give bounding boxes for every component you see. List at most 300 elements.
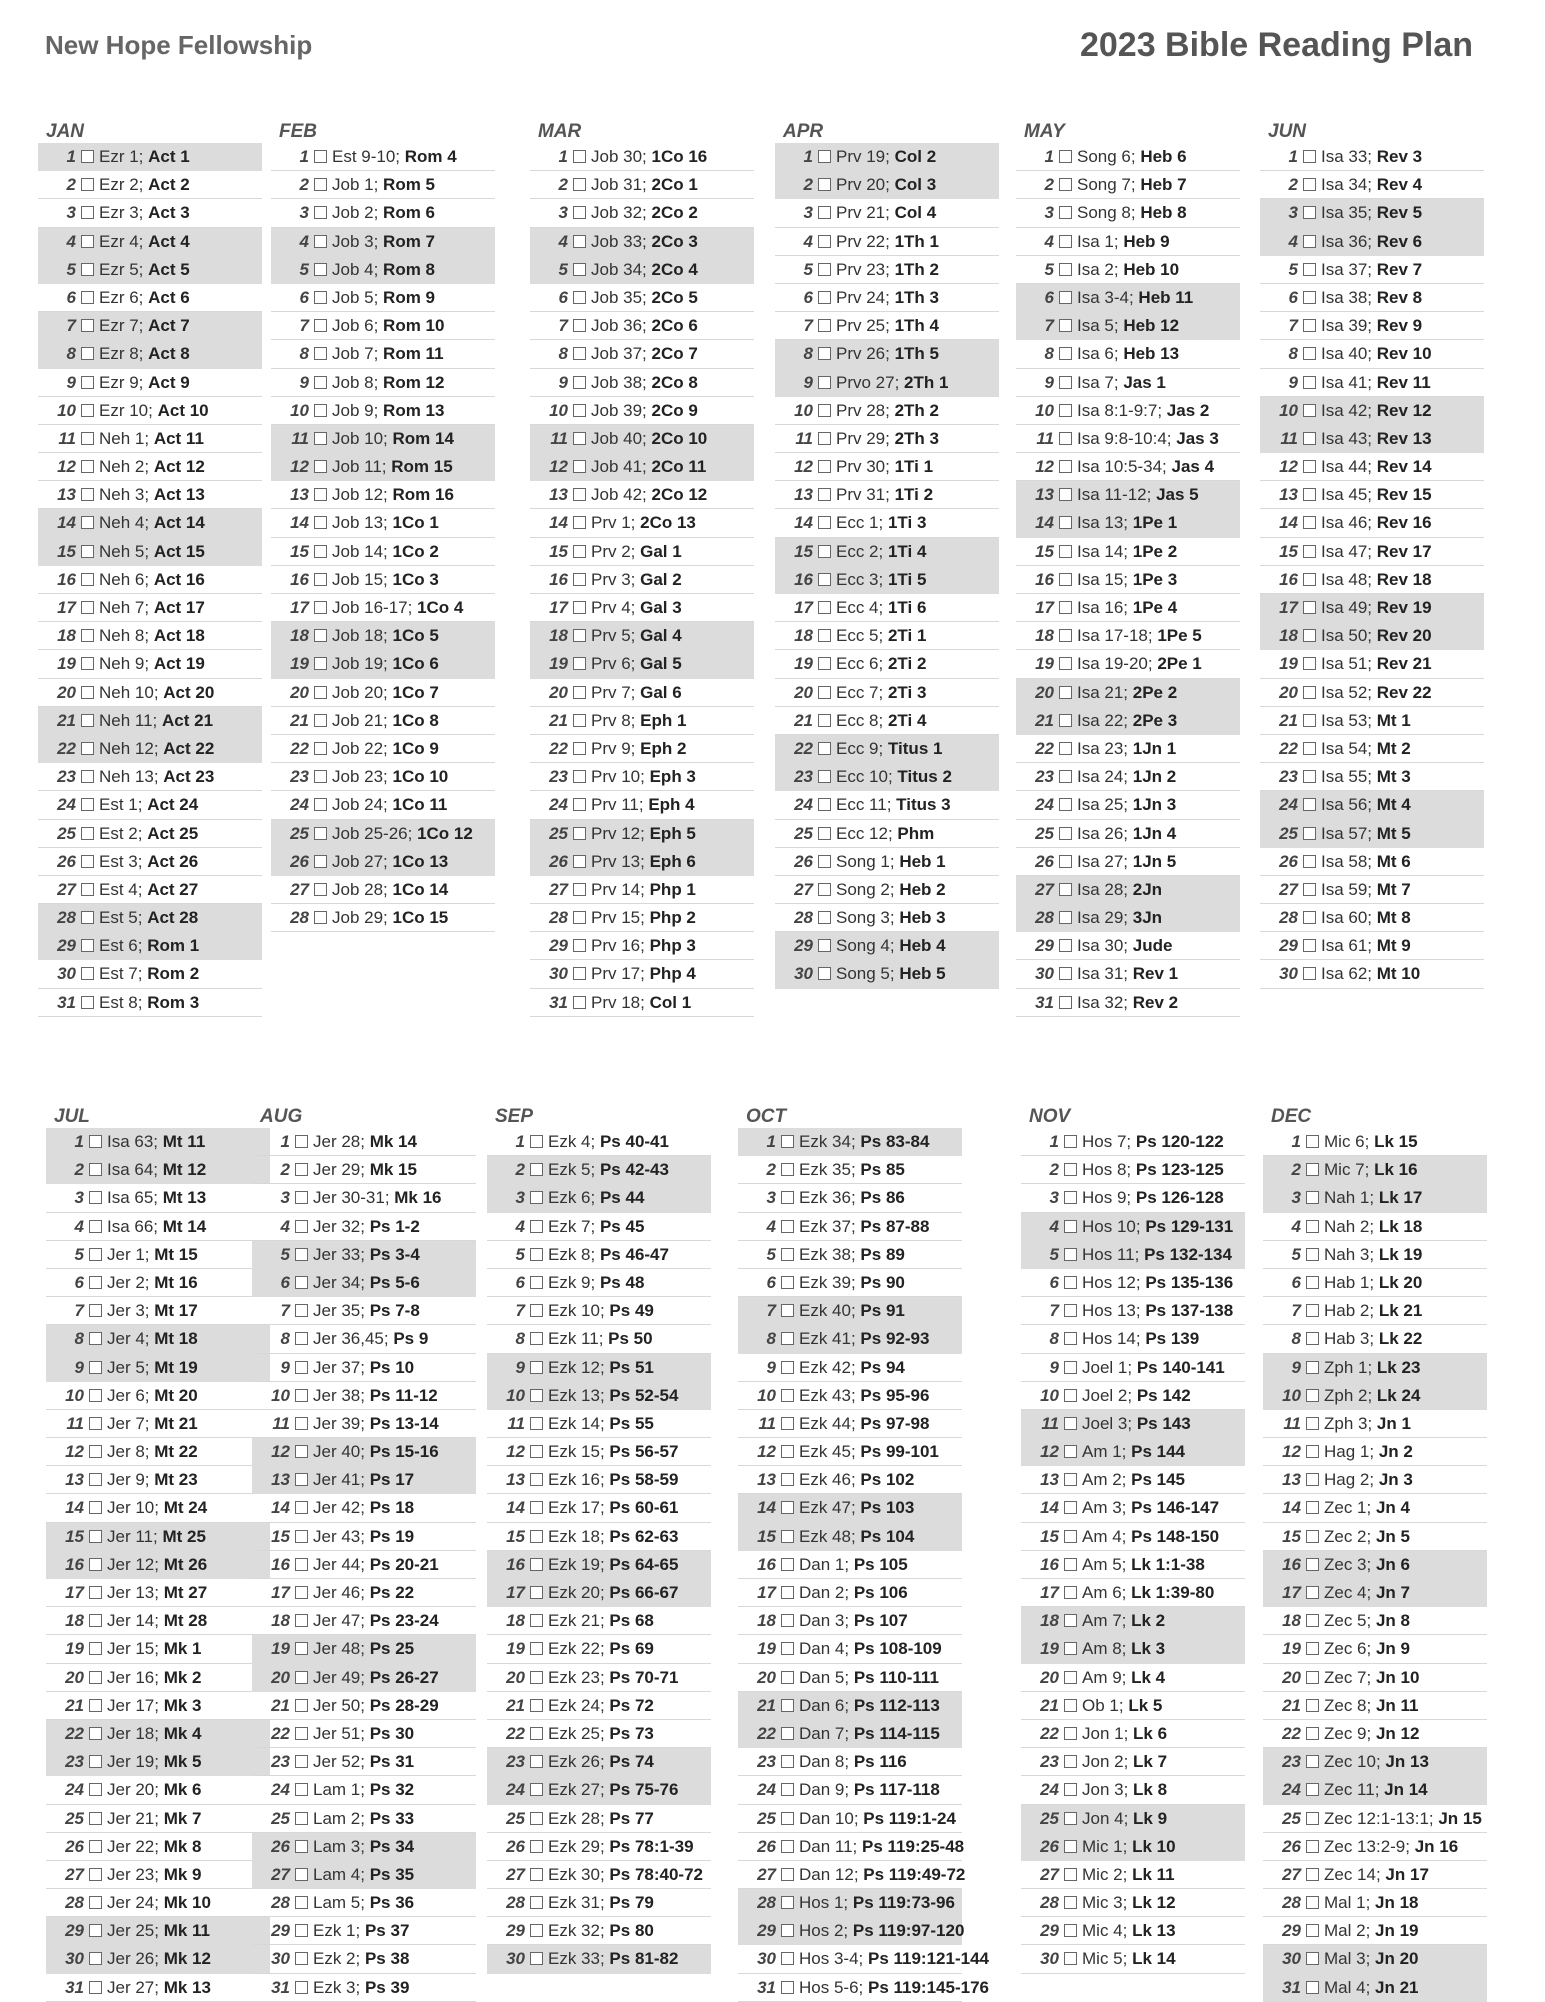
reading-checkbox[interactable]	[1064, 1755, 1077, 1768]
reading-checkbox[interactable]	[81, 263, 94, 276]
reading-checkbox[interactable]	[573, 967, 586, 980]
reading-checkbox[interactable]	[1306, 1586, 1319, 1599]
reading-checkbox[interactable]	[89, 1896, 102, 1909]
reading-checkbox[interactable]	[1064, 1868, 1077, 1881]
reading-checkbox[interactable]	[530, 1671, 543, 1684]
reading-checkbox[interactable]	[781, 1135, 794, 1148]
reading-checkbox[interactable]	[89, 1361, 102, 1374]
reading-checkbox[interactable]	[781, 1361, 794, 1374]
reading-checkbox[interactable]	[530, 1868, 543, 1881]
reading-checkbox[interactable]	[1059, 291, 1072, 304]
reading-checkbox[interactable]	[1064, 1896, 1077, 1909]
reading-checkbox[interactable]	[295, 1671, 308, 1684]
reading-checkbox[interactable]	[781, 1501, 794, 1514]
reading-checkbox[interactable]	[781, 1981, 794, 1994]
reading-checkbox[interactable]	[781, 1614, 794, 1627]
reading-checkbox[interactable]	[818, 939, 831, 952]
reading-checkbox[interactable]	[530, 1783, 543, 1796]
reading-checkbox[interactable]	[530, 1135, 543, 1148]
reading-checkbox[interactable]	[1064, 1783, 1077, 1796]
reading-checkbox[interactable]	[1303, 714, 1316, 727]
reading-checkbox[interactable]	[295, 1276, 308, 1289]
reading-checkbox[interactable]	[89, 1445, 102, 1458]
reading-checkbox[interactable]	[1059, 996, 1072, 1009]
reading-checkbox[interactable]	[781, 1896, 794, 1909]
reading-checkbox[interactable]	[1303, 150, 1316, 163]
reading-checkbox[interactable]	[81, 601, 94, 614]
reading-checkbox[interactable]	[1303, 460, 1316, 473]
reading-checkbox[interactable]	[1306, 1135, 1319, 1148]
reading-checkbox[interactable]	[1064, 1191, 1077, 1204]
reading-checkbox[interactable]	[89, 1924, 102, 1937]
reading-checkbox[interactable]	[314, 827, 327, 840]
reading-checkbox[interactable]	[1303, 235, 1316, 248]
reading-checkbox[interactable]	[89, 1304, 102, 1317]
reading-checkbox[interactable]	[314, 545, 327, 558]
reading-checkbox[interactable]	[818, 601, 831, 614]
reading-checkbox[interactable]	[89, 1699, 102, 1712]
reading-checkbox[interactable]	[1064, 1389, 1077, 1402]
reading-checkbox[interactable]	[818, 545, 831, 558]
reading-checkbox[interactable]	[81, 657, 94, 670]
reading-checkbox[interactable]	[295, 1501, 308, 1514]
reading-checkbox[interactable]	[818, 488, 831, 501]
reading-checkbox[interactable]	[1064, 1163, 1077, 1176]
reading-checkbox[interactable]	[530, 1755, 543, 1768]
reading-checkbox[interactable]	[295, 1248, 308, 1261]
reading-checkbox[interactable]	[1059, 629, 1072, 642]
reading-checkbox[interactable]	[295, 1332, 308, 1345]
reading-checkbox[interactable]	[818, 629, 831, 642]
reading-checkbox[interactable]	[573, 883, 586, 896]
reading-checkbox[interactable]	[1306, 1276, 1319, 1289]
reading-checkbox[interactable]	[1303, 319, 1316, 332]
reading-checkbox[interactable]	[781, 1558, 794, 1571]
reading-checkbox[interactable]	[818, 573, 831, 586]
reading-checkbox[interactable]	[818, 150, 831, 163]
reading-checkbox[interactable]	[573, 516, 586, 529]
reading-checkbox[interactable]	[1064, 1924, 1077, 1937]
reading-checkbox[interactable]	[573, 150, 586, 163]
reading-checkbox[interactable]	[89, 1642, 102, 1655]
reading-checkbox[interactable]	[1303, 432, 1316, 445]
reading-checkbox[interactable]	[1064, 1530, 1077, 1543]
reading-checkbox[interactable]	[89, 1530, 102, 1543]
reading-checkbox[interactable]	[573, 742, 586, 755]
reading-checkbox[interactable]	[89, 1220, 102, 1233]
reading-checkbox[interactable]	[1064, 1727, 1077, 1740]
reading-checkbox[interactable]	[89, 1614, 102, 1627]
reading-checkbox[interactable]	[781, 1868, 794, 1881]
reading-checkbox[interactable]	[818, 827, 831, 840]
reading-checkbox[interactable]	[89, 1812, 102, 1825]
reading-checkbox[interactable]	[81, 545, 94, 558]
reading-checkbox[interactable]	[818, 798, 831, 811]
reading-checkbox[interactable]	[1306, 1191, 1319, 1204]
reading-checkbox[interactable]	[1064, 1248, 1077, 1261]
reading-checkbox[interactable]	[81, 460, 94, 473]
reading-checkbox[interactable]	[314, 291, 327, 304]
reading-checkbox[interactable]	[1306, 1981, 1319, 1994]
reading-checkbox[interactable]	[89, 1868, 102, 1881]
reading-checkbox[interactable]	[1303, 404, 1316, 417]
reading-checkbox[interactable]	[573, 432, 586, 445]
reading-checkbox[interactable]	[89, 1389, 102, 1402]
reading-checkbox[interactable]	[1059, 742, 1072, 755]
reading-checkbox[interactable]	[295, 1812, 308, 1825]
reading-checkbox[interactable]	[81, 911, 94, 924]
reading-checkbox[interactable]	[573, 855, 586, 868]
reading-checkbox[interactable]	[1064, 1501, 1077, 1514]
reading-checkbox[interactable]	[1306, 1332, 1319, 1345]
reading-checkbox[interactable]	[314, 347, 327, 360]
reading-checkbox[interactable]	[89, 1248, 102, 1261]
reading-checkbox[interactable]	[818, 460, 831, 473]
reading-checkbox[interactable]	[81, 939, 94, 952]
reading-checkbox[interactable]	[1064, 1812, 1077, 1825]
reading-checkbox[interactable]	[573, 798, 586, 811]
reading-checkbox[interactable]	[314, 686, 327, 699]
reading-checkbox[interactable]	[81, 488, 94, 501]
reading-checkbox[interactable]	[1306, 1501, 1319, 1514]
reading-checkbox[interactable]	[295, 1981, 308, 1994]
reading-checkbox[interactable]	[530, 1699, 543, 1712]
reading-checkbox[interactable]	[295, 1473, 308, 1486]
reading-checkbox[interactable]	[781, 1191, 794, 1204]
reading-checkbox[interactable]	[314, 883, 327, 896]
reading-checkbox[interactable]	[781, 1473, 794, 1486]
reading-checkbox[interactable]	[530, 1417, 543, 1430]
reading-checkbox[interactable]	[1059, 432, 1072, 445]
reading-checkbox[interactable]	[818, 291, 831, 304]
reading-checkbox[interactable]	[89, 1981, 102, 1994]
reading-checkbox[interactable]	[781, 1642, 794, 1655]
reading-checkbox[interactable]	[818, 432, 831, 445]
reading-checkbox[interactable]	[81, 319, 94, 332]
reading-checkbox[interactable]	[81, 573, 94, 586]
reading-checkbox[interactable]	[89, 1135, 102, 1148]
reading-checkbox[interactable]	[530, 1530, 543, 1543]
reading-checkbox[interactable]	[1064, 1671, 1077, 1684]
reading-checkbox[interactable]	[1306, 1530, 1319, 1543]
reading-checkbox[interactable]	[89, 1417, 102, 1430]
reading-checkbox[interactable]	[1059, 770, 1072, 783]
reading-checkbox[interactable]	[781, 1220, 794, 1233]
reading-checkbox[interactable]	[314, 235, 327, 248]
reading-checkbox[interactable]	[1059, 657, 1072, 670]
reading-checkbox[interactable]	[1303, 967, 1316, 980]
reading-checkbox[interactable]	[1064, 1952, 1077, 1965]
reading-checkbox[interactable]	[81, 235, 94, 248]
reading-checkbox[interactable]	[1306, 1642, 1319, 1655]
reading-checkbox[interactable]	[1303, 291, 1316, 304]
reading-checkbox[interactable]	[295, 1614, 308, 1627]
reading-checkbox[interactable]	[314, 206, 327, 219]
reading-checkbox[interactable]	[530, 1642, 543, 1655]
reading-checkbox[interactable]	[89, 1840, 102, 1853]
reading-checkbox[interactable]	[81, 376, 94, 389]
reading-checkbox[interactable]	[573, 827, 586, 840]
reading-checkbox[interactable]	[89, 1952, 102, 1965]
reading-checkbox[interactable]	[81, 967, 94, 980]
reading-checkbox[interactable]	[781, 1530, 794, 1543]
reading-checkbox[interactable]	[1059, 150, 1072, 163]
reading-checkbox[interactable]	[818, 855, 831, 868]
reading-checkbox[interactable]	[1059, 883, 1072, 896]
reading-checkbox[interactable]	[530, 1191, 543, 1204]
reading-checkbox[interactable]	[573, 291, 586, 304]
reading-checkbox[interactable]	[314, 376, 327, 389]
reading-checkbox[interactable]	[89, 1558, 102, 1571]
reading-checkbox[interactable]	[1306, 1220, 1319, 1233]
reading-checkbox[interactable]	[530, 1304, 543, 1317]
reading-checkbox[interactable]	[781, 1276, 794, 1289]
reading-checkbox[interactable]	[1303, 657, 1316, 670]
reading-checkbox[interactable]	[314, 488, 327, 501]
reading-checkbox[interactable]	[81, 827, 94, 840]
reading-checkbox[interactable]	[573, 404, 586, 417]
reading-checkbox[interactable]	[314, 855, 327, 868]
reading-checkbox[interactable]	[530, 1727, 543, 1740]
reading-checkbox[interactable]	[295, 1727, 308, 1740]
reading-checkbox[interactable]	[314, 150, 327, 163]
reading-checkbox[interactable]	[1059, 573, 1072, 586]
reading-checkbox[interactable]	[314, 798, 327, 811]
reading-checkbox[interactable]	[1306, 1868, 1319, 1881]
reading-checkbox[interactable]	[573, 629, 586, 642]
reading-checkbox[interactable]	[314, 319, 327, 332]
reading-checkbox[interactable]	[1064, 1332, 1077, 1345]
reading-checkbox[interactable]	[530, 1163, 543, 1176]
reading-checkbox[interactable]	[530, 1445, 543, 1458]
reading-checkbox[interactable]	[89, 1332, 102, 1345]
reading-checkbox[interactable]	[573, 911, 586, 924]
reading-checkbox[interactable]	[295, 1191, 308, 1204]
reading-checkbox[interactable]	[781, 1586, 794, 1599]
reading-checkbox[interactable]	[295, 1135, 308, 1148]
reading-checkbox[interactable]	[295, 1952, 308, 1965]
reading-checkbox[interactable]	[573, 714, 586, 727]
reading-checkbox[interactable]	[1303, 376, 1316, 389]
reading-checkbox[interactable]	[295, 1361, 308, 1374]
reading-checkbox[interactable]	[1059, 911, 1072, 924]
reading-checkbox[interactable]	[81, 742, 94, 755]
reading-checkbox[interactable]	[1306, 1812, 1319, 1825]
reading-checkbox[interactable]	[1306, 1614, 1319, 1627]
reading-checkbox[interactable]	[295, 1699, 308, 1712]
reading-checkbox[interactable]	[818, 263, 831, 276]
reading-checkbox[interactable]	[1303, 545, 1316, 558]
reading-checkbox[interactable]	[573, 939, 586, 952]
reading-checkbox[interactable]	[295, 1389, 308, 1402]
reading-checkbox[interactable]	[81, 347, 94, 360]
reading-checkbox[interactable]	[1059, 376, 1072, 389]
reading-checkbox[interactable]	[573, 996, 586, 1009]
reading-checkbox[interactable]	[1306, 1361, 1319, 1374]
reading-checkbox[interactable]	[295, 1868, 308, 1881]
reading-checkbox[interactable]	[1059, 939, 1072, 952]
reading-checkbox[interactable]	[89, 1755, 102, 1768]
reading-checkbox[interactable]	[81, 770, 94, 783]
reading-checkbox[interactable]	[1064, 1417, 1077, 1430]
reading-checkbox[interactable]	[1306, 1840, 1319, 1853]
reading-checkbox[interactable]	[81, 996, 94, 1009]
reading-checkbox[interactable]	[295, 1642, 308, 1655]
reading-checkbox[interactable]	[1064, 1220, 1077, 1233]
reading-checkbox[interactable]	[573, 573, 586, 586]
reading-checkbox[interactable]	[1303, 516, 1316, 529]
reading-checkbox[interactable]	[1303, 798, 1316, 811]
reading-checkbox[interactable]	[1306, 1755, 1319, 1768]
reading-checkbox[interactable]	[314, 629, 327, 642]
reading-checkbox[interactable]	[295, 1840, 308, 1853]
reading-checkbox[interactable]	[1064, 1473, 1077, 1486]
reading-checkbox[interactable]	[1059, 235, 1072, 248]
reading-checkbox[interactable]	[1306, 1896, 1319, 1909]
reading-checkbox[interactable]	[1303, 686, 1316, 699]
reading-checkbox[interactable]	[1303, 883, 1316, 896]
reading-checkbox[interactable]	[818, 347, 831, 360]
reading-checkbox[interactable]	[781, 1924, 794, 1937]
reading-checkbox[interactable]	[1064, 1614, 1077, 1627]
reading-checkbox[interactable]	[1059, 798, 1072, 811]
reading-checkbox[interactable]	[295, 1304, 308, 1317]
reading-checkbox[interactable]	[530, 1614, 543, 1627]
reading-checkbox[interactable]	[818, 686, 831, 699]
reading-checkbox[interactable]	[530, 1558, 543, 1571]
reading-checkbox[interactable]	[573, 376, 586, 389]
reading-checkbox[interactable]	[81, 291, 94, 304]
reading-checkbox[interactable]	[314, 178, 327, 191]
reading-checkbox[interactable]	[818, 770, 831, 783]
reading-checkbox[interactable]	[1059, 855, 1072, 868]
reading-checkbox[interactable]	[1059, 967, 1072, 980]
reading-checkbox[interactable]	[1306, 1248, 1319, 1261]
reading-checkbox[interactable]	[818, 516, 831, 529]
reading-checkbox[interactable]	[1064, 1276, 1077, 1289]
reading-checkbox[interactable]	[295, 1755, 308, 1768]
reading-checkbox[interactable]	[530, 1248, 543, 1261]
reading-checkbox[interactable]	[1303, 911, 1316, 924]
reading-checkbox[interactable]	[89, 1473, 102, 1486]
reading-checkbox[interactable]	[781, 1417, 794, 1430]
reading-checkbox[interactable]	[295, 1445, 308, 1458]
reading-checkbox[interactable]	[530, 1473, 543, 1486]
reading-checkbox[interactable]	[1303, 573, 1316, 586]
reading-checkbox[interactable]	[781, 1812, 794, 1825]
reading-checkbox[interactable]	[81, 150, 94, 163]
reading-checkbox[interactable]	[295, 1220, 308, 1233]
reading-checkbox[interactable]	[1303, 347, 1316, 360]
reading-checkbox[interactable]	[1059, 178, 1072, 191]
reading-checkbox[interactable]	[781, 1755, 794, 1768]
reading-checkbox[interactable]	[295, 1783, 308, 1796]
reading-checkbox[interactable]	[81, 206, 94, 219]
reading-checkbox[interactable]	[781, 1840, 794, 1853]
reading-checkbox[interactable]	[530, 1586, 543, 1599]
reading-checkbox[interactable]	[1306, 1473, 1319, 1486]
reading-checkbox[interactable]	[530, 1812, 543, 1825]
reading-checkbox[interactable]	[89, 1783, 102, 1796]
reading-checkbox[interactable]	[1303, 178, 1316, 191]
reading-checkbox[interactable]	[573, 178, 586, 191]
reading-checkbox[interactable]	[89, 1586, 102, 1599]
reading-checkbox[interactable]	[1059, 347, 1072, 360]
reading-checkbox[interactable]	[81, 629, 94, 642]
reading-checkbox[interactable]	[781, 1699, 794, 1712]
reading-checkbox[interactable]	[81, 686, 94, 699]
reading-checkbox[interactable]	[818, 376, 831, 389]
reading-checkbox[interactable]	[818, 319, 831, 332]
reading-checkbox[interactable]	[314, 573, 327, 586]
reading-checkbox[interactable]	[781, 1389, 794, 1402]
reading-checkbox[interactable]	[1059, 263, 1072, 276]
reading-checkbox[interactable]	[781, 1445, 794, 1458]
reading-checkbox[interactable]	[1059, 460, 1072, 473]
reading-checkbox[interactable]	[1059, 714, 1072, 727]
reading-checkbox[interactable]	[818, 714, 831, 727]
reading-checkbox[interactable]	[818, 967, 831, 980]
reading-checkbox[interactable]	[81, 798, 94, 811]
reading-checkbox[interactable]	[781, 1671, 794, 1684]
reading-checkbox[interactable]	[1064, 1840, 1077, 1853]
reading-checkbox[interactable]	[1306, 1727, 1319, 1740]
reading-checkbox[interactable]	[573, 347, 586, 360]
reading-checkbox[interactable]	[314, 657, 327, 670]
reading-checkbox[interactable]	[1303, 488, 1316, 501]
reading-checkbox[interactable]	[314, 263, 327, 276]
reading-checkbox[interactable]	[1059, 827, 1072, 840]
reading-checkbox[interactable]	[314, 770, 327, 783]
reading-checkbox[interactable]	[530, 1332, 543, 1345]
reading-checkbox[interactable]	[781, 1248, 794, 1261]
reading-checkbox[interactable]	[1306, 1389, 1319, 1402]
reading-checkbox[interactable]	[781, 1783, 794, 1796]
reading-checkbox[interactable]	[573, 319, 586, 332]
reading-checkbox[interactable]	[781, 1332, 794, 1345]
reading-checkbox[interactable]	[295, 1530, 308, 1543]
reading-checkbox[interactable]	[573, 686, 586, 699]
reading-checkbox[interactable]	[530, 1220, 543, 1233]
reading-checkbox[interactable]	[573, 206, 586, 219]
reading-checkbox[interactable]	[81, 883, 94, 896]
reading-checkbox[interactable]	[1303, 827, 1316, 840]
reading-checkbox[interactable]	[89, 1276, 102, 1289]
reading-checkbox[interactable]	[1059, 601, 1072, 614]
reading-checkbox[interactable]	[1064, 1558, 1077, 1571]
reading-checkbox[interactable]	[81, 855, 94, 868]
reading-checkbox[interactable]	[295, 1558, 308, 1571]
reading-checkbox[interactable]	[81, 516, 94, 529]
reading-checkbox[interactable]	[573, 488, 586, 501]
reading-checkbox[interactable]	[530, 1896, 543, 1909]
reading-checkbox[interactable]	[818, 911, 831, 924]
reading-checkbox[interactable]	[781, 1304, 794, 1317]
reading-checkbox[interactable]	[573, 460, 586, 473]
reading-checkbox[interactable]	[573, 263, 586, 276]
reading-checkbox[interactable]	[530, 1840, 543, 1853]
reading-checkbox[interactable]	[1064, 1586, 1077, 1599]
reading-checkbox[interactable]	[818, 657, 831, 670]
reading-checkbox[interactable]	[1303, 855, 1316, 868]
reading-checkbox[interactable]	[1303, 206, 1316, 219]
reading-checkbox[interactable]	[530, 1361, 543, 1374]
reading-checkbox[interactable]	[89, 1163, 102, 1176]
reading-checkbox[interactable]	[573, 657, 586, 670]
reading-checkbox[interactable]	[295, 1417, 308, 1430]
reading-checkbox[interactable]	[1306, 1445, 1319, 1458]
reading-checkbox[interactable]	[1303, 770, 1316, 783]
